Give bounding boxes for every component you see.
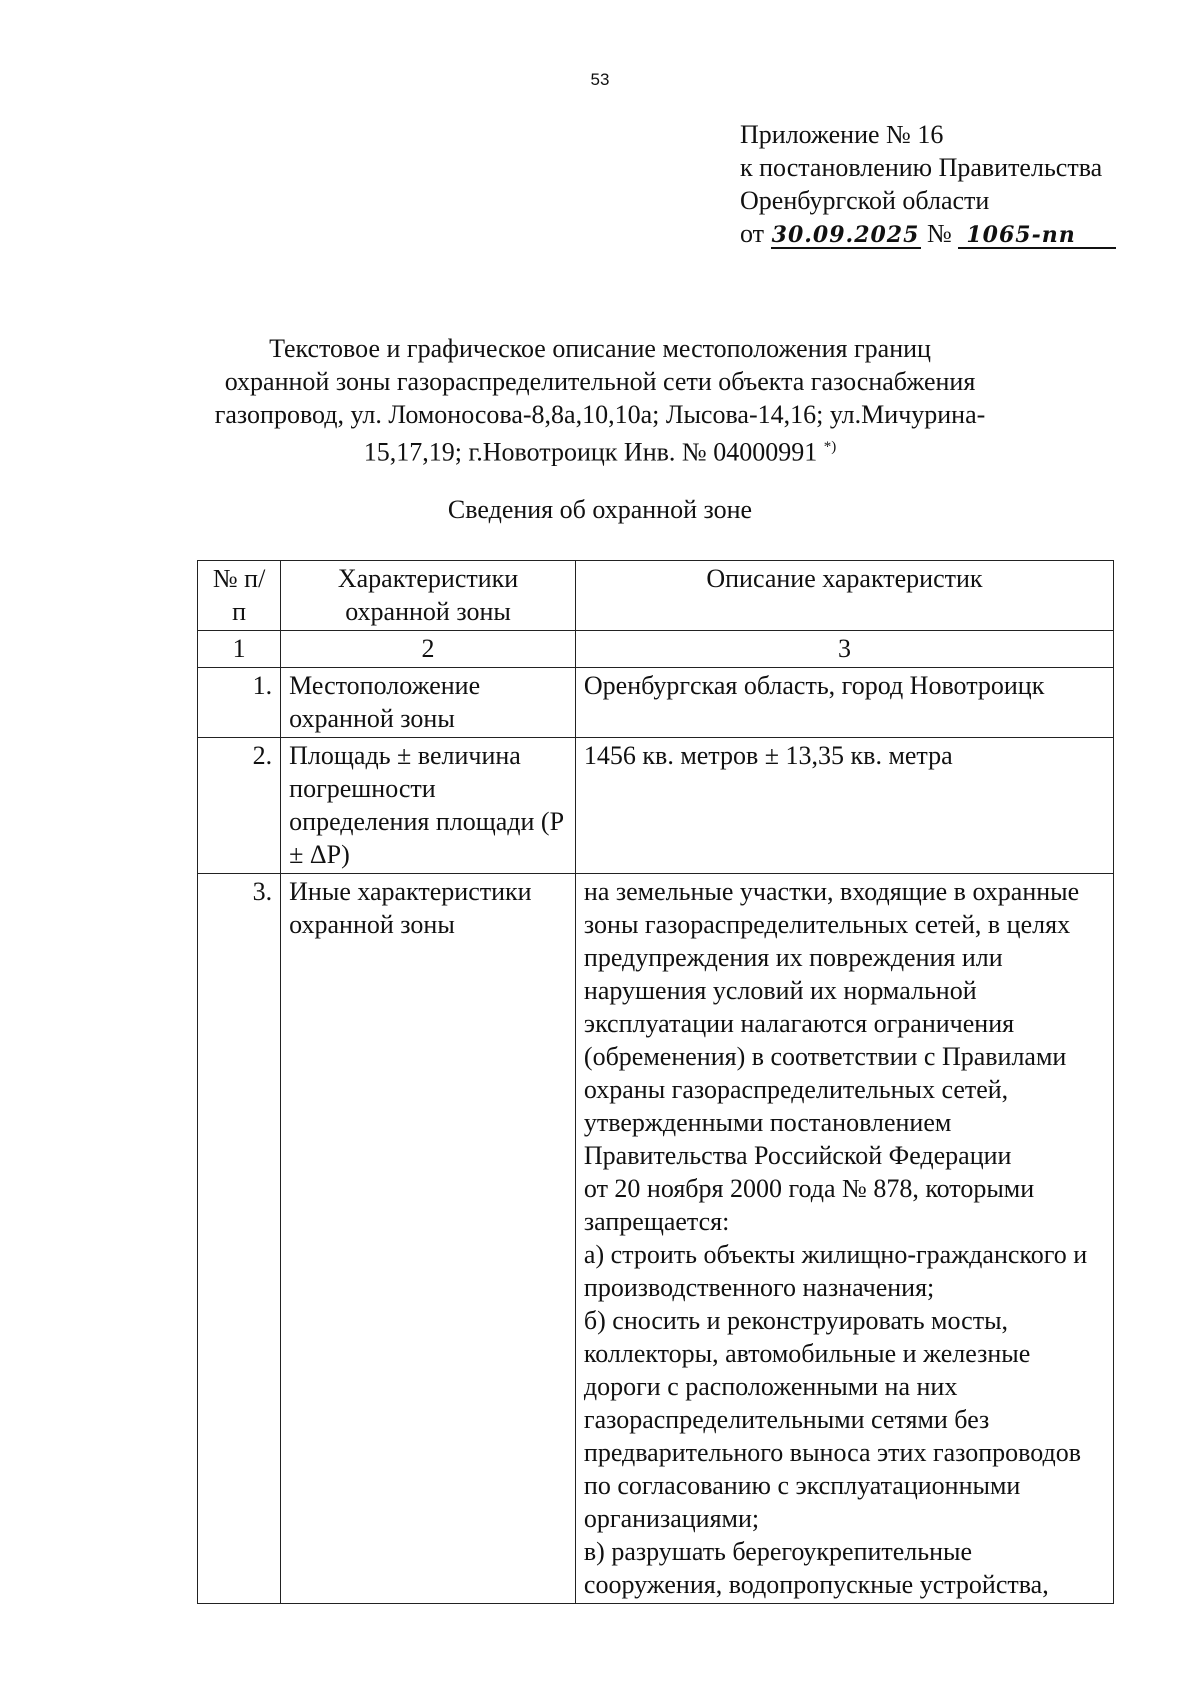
description-line: эксплуатации налагаются ограничения [583,1009,1015,1038]
description-line: б) сносить и реконструировать мосты, [583,1306,1009,1335]
row-number: 2. [198,738,281,874]
description-line: сооружения, водопропускные устройства, [583,1570,1049,1599]
row-characteristic: Иные характеристики охранной зоны [281,874,576,1604]
column-number-2: 2 [281,631,576,668]
number-sign: № [927,219,952,248]
date-prefix: от [740,219,765,248]
description-line: запрещается: [583,1207,730,1236]
description-line: Оренбургская область, город Новотроицк [583,671,1045,700]
appendix-line-1: Приложение № 16 [740,120,944,149]
description-line: предупреждения их повреждения или [583,943,1003,972]
description-line: зоны газораспределительных сетей, в целях [583,910,1071,939]
row-description [575,874,1113,1604]
title-line-3: газопровод, ул. Ломоносова-8,8а,10,10а; Лысова-14,16; ул.Мичурина- [214,400,986,429]
description-line: производственного назначения; [583,1273,935,1302]
description-line: Правительства Российской Федерации [583,1141,1012,1170]
table-row [198,668,1114,738]
table-header-row [198,561,1114,631]
table-row [198,874,1114,1604]
document-title [150,332,1050,469]
handwritten-date: 30.09.2025 [771,222,920,248]
appendix-date-line [740,217,1116,250]
description-line: от 20 ноября 2000 года № 878, которыми [583,1174,1035,1203]
column-numbers-row [198,631,1114,668]
description-line: на земельные участки, входящие в охранные [583,877,1080,906]
row-description [575,668,1113,738]
appendix-line-3: Оренбургской области [740,186,990,215]
row-description [575,738,1113,874]
page-number: 53 [590,70,610,89]
title-line-1: Текстовое и графическое описание местоположения границ [269,334,931,363]
description-line: организациями; [583,1504,760,1533]
description-line: а) строить объекты жилищно-гражданского и [583,1240,1088,1269]
row-number: 1. [198,668,281,738]
description-line: коллекторы, автомобильные и железные [583,1339,1031,1368]
description-line: утвержденными постановлением [583,1108,952,1137]
appendix-block [740,118,1116,250]
header-description: Описание характеристик [575,561,1113,631]
zone-info-table [197,560,1114,1604]
header-characteristic: Характеристики охранной зоны [281,561,576,631]
appendix-line-2: к постановлению Правительства [740,153,1103,182]
row-characteristic: Местоположение охранной зоны [281,668,576,738]
description-line: 1456 кв. метров ± 13,35 кв. метра [583,741,953,770]
title-line-4 [150,431,1050,469]
handwritten-number: 1065-пп [958,223,1116,249]
row-characteristic: Площадь ± величина погрешности определения площади (P ± ΔP) [281,738,576,874]
description-line: газораспределительными сетями без [583,1405,990,1434]
title-line-4-text: 15,17,19; г.Новотроицк Инв. № 04000991 [363,437,818,467]
description-line: в) разрушать берегоукрепительные [583,1537,973,1566]
row-number: 3. [198,874,281,1604]
footnote-mark: *) [823,439,837,455]
description-line: дороги с расположенными на них [583,1372,958,1401]
description-line: (обременения) в соответствии с Правилами [583,1042,1067,1071]
column-number-3: 3 [575,631,1113,668]
description-line: предварительного выноса этих газопроводов [583,1438,1082,1467]
title-line-2: охранной зоны газораспределительной сети объекта газоснабжения [224,367,976,396]
header-number: № п/п [198,561,281,631]
section-title: Сведения об охранной зоне [447,495,753,524]
table-row [198,738,1114,874]
description-line: нарушения условий их нормальной [583,976,977,1005]
description-line: по согласованию с эксплуатационными [583,1471,1021,1500]
description-line: охраны газораспределительных сетей, [583,1075,1009,1104]
column-number-1: 1 [198,631,281,668]
